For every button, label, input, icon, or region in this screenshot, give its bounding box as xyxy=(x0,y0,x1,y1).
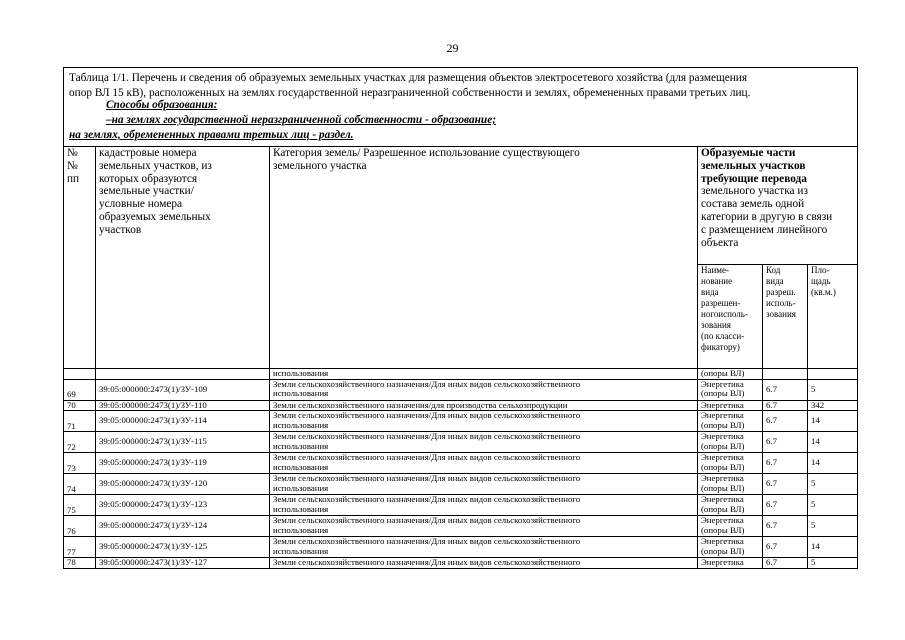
row-area: 14 xyxy=(808,411,858,432)
row-permitted-use xyxy=(698,495,763,516)
continuation-name: (опоры ВЛ) xyxy=(698,369,763,380)
row-category-line1: Земли сельскохозяйственного назначения/Для иных видов сельскохозяйственного xyxy=(273,379,581,389)
row-permitted-use-line2: (опоры ВЛ) xyxy=(701,461,745,472)
row-number: 75 xyxy=(64,495,96,516)
header-line: которых образуются xyxy=(99,172,198,185)
page-number: 29 xyxy=(446,41,459,55)
row-code: 6.7 xyxy=(763,495,808,516)
row-category-line2: использования xyxy=(273,545,329,556)
row-area: 14 xyxy=(808,537,858,558)
land-plots-table xyxy=(63,146,858,569)
row-permitted-use-line1: Энергетика xyxy=(701,494,744,505)
header-line: щадь xyxy=(811,276,831,286)
row-permitted-use xyxy=(698,516,763,537)
row-area: 5 xyxy=(808,516,858,537)
row-permitted-use-line1: Энергетика xyxy=(701,473,744,484)
header-sub-code xyxy=(763,265,808,369)
row-category-line1: Земли сельскохозяйственного назначения/Для иных видов сельскохозяйственного xyxy=(273,452,581,463)
header-line: исполь- xyxy=(766,298,796,308)
row-permitted-use-line2: (опоры ВЛ) xyxy=(701,503,745,514)
methods-title: Способы образования: xyxy=(106,99,218,111)
header-line: зования xyxy=(766,309,796,319)
row-code: 6.7 xyxy=(763,537,808,558)
row-category-line1: Земли сельскохозяйственного назначения/Для иных видов сельскохозяйственного xyxy=(273,515,581,526)
header-line: с размещением линейного xyxy=(701,223,828,236)
row-number: 74 xyxy=(64,474,96,495)
row-category-line2: использования xyxy=(273,419,329,430)
row-category-line2: использования xyxy=(273,503,329,514)
table-row xyxy=(64,432,858,453)
row-category-line2: использования xyxy=(273,388,329,399)
row-area: 14 xyxy=(808,453,858,474)
header-line: условные номера xyxy=(99,198,183,211)
row-number: 73 xyxy=(64,453,96,474)
row-cadastral: 39:05:000000:2473(1)/ЗУ-110 xyxy=(96,400,270,411)
caption-line-2: опор ВЛ 15 кВ), расположенных на землях государственной неразграниченной собственности и землях, обремененных правами третьих лиц. xyxy=(69,86,751,99)
row-number: 71 xyxy=(64,411,96,432)
table-row xyxy=(64,537,858,558)
row-category xyxy=(270,474,698,495)
row-category-line1: Земли сельскохозяйственного назначения/Для иных видов сельскохозяйственного xyxy=(273,473,581,484)
row-permitted-use xyxy=(698,411,763,432)
row-area: 5 xyxy=(808,495,858,516)
row-permitted-use xyxy=(698,474,763,495)
row-area: 5 xyxy=(808,474,858,495)
row-cadastral: 39:05:000000:2473(1)/ЗУ-114 xyxy=(96,411,270,432)
row-permitted-use xyxy=(698,432,763,453)
header-sub-area xyxy=(808,265,858,369)
header-num xyxy=(64,147,96,369)
table-caption-frame xyxy=(63,67,858,147)
continuation-category: использования xyxy=(270,369,698,380)
table-row xyxy=(64,474,858,495)
row-permitted-use-line1: Энергетика xyxy=(701,536,744,547)
row-category-line2: использования xyxy=(273,482,329,493)
header-line: зования xyxy=(701,320,731,330)
row-category xyxy=(270,453,698,474)
header-line: разрешен- xyxy=(701,298,741,308)
header-line: вида xyxy=(766,276,784,286)
row-category-line1: Земли сельскохозяйственного назначения/Для иных видов сельскохозяйственного xyxy=(273,494,581,505)
header-sub-name xyxy=(698,265,763,369)
header-line: Код xyxy=(766,265,781,275)
row-area: 342 xyxy=(808,400,858,411)
row-category xyxy=(270,379,698,400)
row-number: 77 xyxy=(64,537,96,558)
header-line: № xyxy=(67,159,78,172)
row-category-line1: Земли сельскохозяйственного назначения/Для иных видов сельскохозяйственного xyxy=(273,536,581,547)
row-code: 6.7 xyxy=(763,558,808,569)
header-line: земельные участки/ xyxy=(99,185,194,198)
row-category xyxy=(270,400,698,411)
row-permitted-use-line2: (опоры ВЛ) xyxy=(701,440,745,451)
row-code: 6.7 xyxy=(763,400,808,411)
row-cadastral: 39:05:000000:2473(1)/ЗУ-123 xyxy=(96,495,270,516)
method-1: –на землях государственной неразграниченной собственности - образование; xyxy=(106,114,496,126)
row-cadastral: 39:05:000000:2473(1)/ЗУ-120 xyxy=(96,474,270,495)
row-category-line2: использования xyxy=(273,461,329,472)
row-number: 72 xyxy=(64,432,96,453)
row-permitted-use-line2: (опоры ВЛ) xyxy=(701,419,745,430)
row-category xyxy=(270,516,698,537)
header-line: фикатору) xyxy=(701,342,740,352)
method-2: на землях, обремененных правами третьих лиц - раздел. xyxy=(69,129,354,141)
row-cadastral: 39:05:000000:2473(1)/ЗУ-119 xyxy=(96,453,270,474)
header-line: Пло- xyxy=(811,265,830,275)
row-category-line1: Земли сельскохозяйственного назначения/Для иных видов сельскохозяйственного xyxy=(273,410,581,421)
header-line: ногоисполь- xyxy=(701,309,748,319)
row-permitted-use xyxy=(698,558,763,569)
table-row xyxy=(64,379,858,400)
row-permitted-use-line1: Энергетика xyxy=(701,515,744,526)
row-category-line2: использования xyxy=(273,524,329,535)
row-permitted-use xyxy=(698,453,763,474)
table-caption xyxy=(69,71,854,100)
row-code: 6.7 xyxy=(763,432,808,453)
header-line: (по класси- xyxy=(701,331,745,341)
row-cadastral: 39:05:000000:2473(1)/ЗУ-115 xyxy=(96,432,270,453)
row-category xyxy=(270,432,698,453)
row-area: 5 xyxy=(808,379,858,400)
row-category xyxy=(270,411,698,432)
row-code: 6.7 xyxy=(763,474,808,495)
row-permitted-use-line1: Энергетика xyxy=(701,379,744,389)
header-parts xyxy=(698,147,858,265)
row-area: 5 xyxy=(808,558,858,569)
row-code: 6.7 xyxy=(763,379,808,400)
header-line: разреш. xyxy=(766,287,796,297)
header-line: нование xyxy=(701,276,733,286)
row-category-line1: Земли сельскохозяйственного назначения/Для иных видов сельскохозяйственного xyxy=(273,557,581,568)
row-permitted-use-line1: Энергетика xyxy=(701,557,744,568)
header-category xyxy=(270,147,698,369)
row-number: 76 xyxy=(64,516,96,537)
row-permitted-use xyxy=(698,400,763,411)
row-code: 6.7 xyxy=(763,453,808,474)
row-category-line1: Земли сельскохозяйственного назначения/Для иных видов сельскохозяйственного xyxy=(273,431,581,442)
header-line: вида xyxy=(701,287,719,297)
row-cadastral: 39:05:000000:2473(1)/ЗУ-109 xyxy=(96,379,270,400)
row-category xyxy=(270,495,698,516)
caption-line-1: Таблица 1/1. Перечень и сведения об образуемых земельных участках для размещения объектов электросетевого хозяйства (для размещения xyxy=(69,72,748,84)
header-line: земельных участков, из xyxy=(99,159,212,172)
row-category-line2: использования xyxy=(273,440,329,451)
row-permitted-use-line1: Энергетика xyxy=(701,400,744,410)
table-row xyxy=(64,400,858,411)
row-permitted-use-line2: (опоры ВЛ) xyxy=(701,524,745,535)
header-bold-line: требующие перевода xyxy=(701,172,807,185)
header-line: земельного участка xyxy=(273,159,367,172)
header-line: состава земель одной xyxy=(701,198,805,211)
row-category xyxy=(270,558,698,569)
table-row xyxy=(64,411,858,432)
header-line: объекта xyxy=(701,236,739,249)
header-bold-line: Образуемые части xyxy=(701,147,796,159)
row-category-line1: Земли сельскохозяйственного назначения/для производства сельхозпродукции xyxy=(273,400,568,410)
header-line: участков xyxy=(99,223,142,236)
table-row xyxy=(64,516,858,537)
row-area: 14 xyxy=(808,432,858,453)
row-permitted-use-line2: (опоры ВЛ) xyxy=(701,545,745,556)
row-number: 70 xyxy=(64,400,96,411)
row-permitted-use-line1: Энергетика xyxy=(701,452,744,463)
row-permitted-use xyxy=(698,537,763,558)
header-cadastral xyxy=(96,147,270,369)
header-line: пп xyxy=(67,172,80,185)
header-line: Наиме- xyxy=(701,265,729,275)
row-permitted-use-line2: (опоры ВЛ) xyxy=(701,388,745,399)
table-row xyxy=(64,495,858,516)
row-permitted-use-line2: (опоры ВЛ) xyxy=(701,482,745,493)
row-number: 69 xyxy=(64,379,96,400)
row-cadastral: 39:05:000000:2473(1)/ЗУ-124 xyxy=(96,516,270,537)
table-row xyxy=(64,453,858,474)
row-permitted-use-line1: Энергетика xyxy=(701,431,744,442)
row-cadastral: 39:05:000000:2473(1)/ЗУ-127 xyxy=(96,558,270,569)
row-number: 78 xyxy=(64,558,96,569)
row-cadastral: 39:05:000000:2473(1)/ЗУ-125 xyxy=(96,537,270,558)
header-line: (кв.м.) xyxy=(811,287,836,297)
table-row xyxy=(64,558,858,569)
row-code: 6.7 xyxy=(763,411,808,432)
header-line: кадастровые номера xyxy=(99,147,197,159)
row-category xyxy=(270,537,698,558)
header-line: № xyxy=(67,147,78,159)
continuation-row xyxy=(64,369,858,380)
header-line: Категория земель/ Разрешенное использование существующего xyxy=(273,147,580,159)
header-bold-line: земельных участков xyxy=(701,159,806,172)
header-line: земельного участка из xyxy=(701,185,808,198)
row-code: 6.7 xyxy=(763,516,808,537)
header-line: образуемых земельных xyxy=(99,210,211,223)
row-permitted-use xyxy=(698,379,763,400)
header-line: категории в другую в связи xyxy=(701,210,833,223)
row-permitted-use-line1: Энергетика xyxy=(701,410,744,421)
